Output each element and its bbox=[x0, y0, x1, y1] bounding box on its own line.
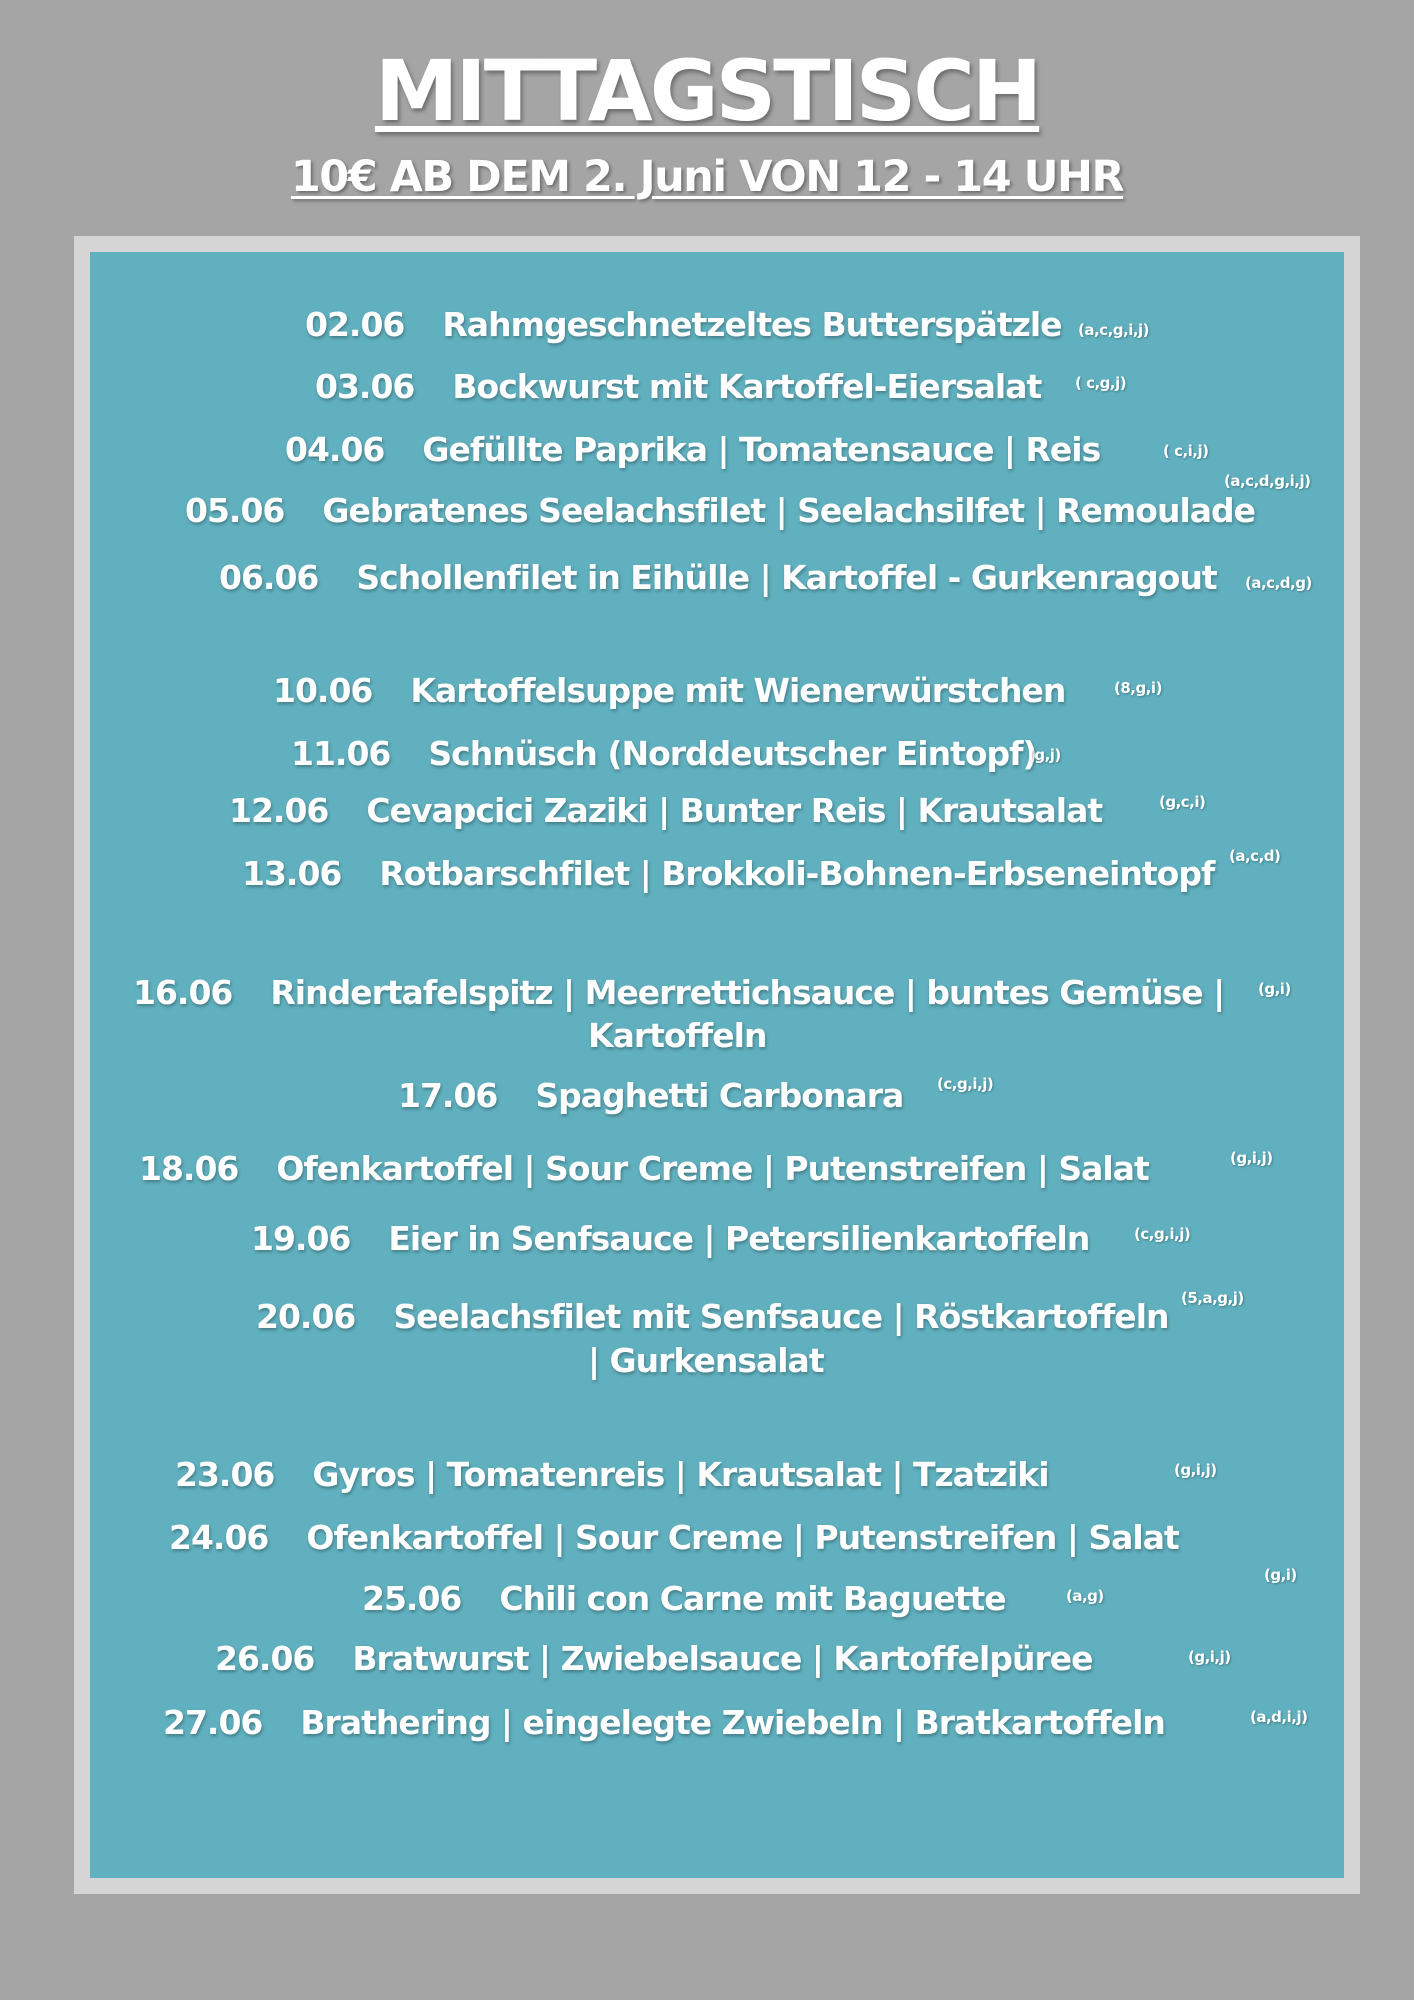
menu-date: 05.06 bbox=[185, 491, 285, 530]
menu-date: 10.06 bbox=[273, 671, 373, 710]
menu-date: 27.06 bbox=[163, 1703, 263, 1742]
menu-dish: Ofenkartoffel | Sour Creme | Putenstreifen | Salat bbox=[306, 1518, 1179, 1557]
menu-allergens: (g,i,j) bbox=[1174, 1461, 1217, 1479]
menu-dish: Cevapcici Zaziki | Bunter Reis | Krautsalat bbox=[366, 791, 1103, 830]
menu-allergens: (a,d,i,j) bbox=[1250, 1708, 1308, 1726]
menu-allergens: ( c,i,j) bbox=[1163, 442, 1209, 460]
menu-allergens: (a,c,g,i,j) bbox=[1078, 321, 1150, 339]
menu-dish-continuation: Kartoffeln bbox=[588, 1016, 767, 1055]
menu-allergens: ( c,g,j) bbox=[1075, 374, 1127, 392]
menu-date: 04.06 bbox=[285, 430, 385, 469]
menu-dish-continuation: | Gurkensalat bbox=[588, 1341, 824, 1380]
menu-dish: Eier in Senfsauce | Petersilienkartoffeln bbox=[388, 1219, 1090, 1258]
menu-dish: Bratwurst | Zwiebelsauce | Kartoffelpüree bbox=[352, 1639, 1093, 1678]
menu-dish: Spaghetti Carbonara bbox=[535, 1076, 904, 1115]
menu-date: 02.06 bbox=[305, 305, 405, 344]
menu-dish: Gyros | Tomatenreis | Krautsalat | Tzatziki bbox=[312, 1455, 1049, 1494]
menu-dish: Ofenkartoffel | Sour Creme | Putenstreifen | Salat bbox=[276, 1149, 1149, 1188]
menu-allergens: (g,c,i) bbox=[1159, 793, 1206, 811]
menu-date: 12.06 bbox=[229, 791, 329, 830]
menu-allergens: (a,c,d) bbox=[1229, 847, 1281, 865]
menu-allergens: (5,a,g,j) bbox=[1181, 1289, 1244, 1307]
menu-date: 16.06 bbox=[133, 973, 233, 1012]
page-title: MITTAGSTISCH bbox=[374, 42, 1040, 140]
menu-date: 17.06 bbox=[398, 1076, 498, 1115]
menu-dish: Schollenfilet in Eihülle | Kartoffel - Gurkenragout bbox=[356, 558, 1217, 597]
menu-dish: Rindertafelspitz | Meerrettichsauce | buntes Gemüse | bbox=[270, 973, 1225, 1012]
menu-dish: Kartoffelsuppe mit Wienerwürstchen bbox=[410, 671, 1066, 710]
menu-allergens: (a,c,d,g) bbox=[1245, 574, 1312, 592]
page-subtitle: 10€ AB DEM 2. Juni VON 12 - 14 UHR bbox=[290, 152, 1124, 202]
menu-date: 13.06 bbox=[242, 854, 342, 893]
menu-dish: Rahmgeschnetzeltes Butterspätzle bbox=[442, 305, 1062, 344]
menu-allergens: (c,g,i,j) bbox=[937, 1075, 994, 1093]
menu-date: 19.06 bbox=[251, 1219, 351, 1258]
menu-allergens: (g,j) bbox=[1028, 746, 1061, 764]
menu-date: 20.06 bbox=[256, 1297, 356, 1336]
menu-dish: Brathering | eingelegte Zwiebeln | Bratkartoffeln bbox=[300, 1703, 1165, 1742]
menu-allergens: (g,i,j) bbox=[1230, 1149, 1273, 1167]
menu-allergens: (g,i,j) bbox=[1188, 1648, 1231, 1666]
menu-date: 11.06 bbox=[291, 734, 391, 773]
menu-date: 03.06 bbox=[315, 367, 415, 406]
menu-date: 24.06 bbox=[169, 1518, 269, 1557]
menu-dish: Bockwurst mit Kartoffel-Eiersalat bbox=[452, 367, 1042, 406]
menu-date: 25.06 bbox=[362, 1579, 462, 1618]
menu-allergens: (a,c,d,g,i,j) bbox=[1224, 472, 1311, 490]
menu-dish: Gebratenes Seelachsfilet | Seelachsilfet | Remoulade bbox=[322, 491, 1256, 530]
menu-date: 06.06 bbox=[219, 558, 319, 597]
menu-dish: Schnüsch (Norddeutscher Eintopf) bbox=[428, 734, 1037, 773]
menu-allergens: (g,i) bbox=[1264, 1566, 1297, 1584]
menu-dish: Chili con Carne mit Baguette bbox=[499, 1579, 1006, 1618]
menu-allergens: (c,g,i,j) bbox=[1134, 1225, 1191, 1243]
menu-dish: Rotbarschfilet | Brokkoli-Bohnen-Erbseneintopf bbox=[379, 854, 1215, 893]
menu-date: 23.06 bbox=[175, 1455, 275, 1494]
menu-dish: Gefüllte Paprika | Tomatensauce | Reis bbox=[422, 430, 1101, 469]
menu-dish: Seelachsfilet mit Senfsauce | Röstkartoffeln bbox=[393, 1297, 1169, 1336]
menu-date: 18.06 bbox=[139, 1149, 239, 1188]
menu-allergens: (g,i) bbox=[1258, 980, 1291, 998]
menu-date: 26.06 bbox=[215, 1639, 315, 1678]
menu-allergens: (a,g) bbox=[1066, 1587, 1104, 1605]
menu-allergens: (8,g,i) bbox=[1114, 679, 1162, 697]
